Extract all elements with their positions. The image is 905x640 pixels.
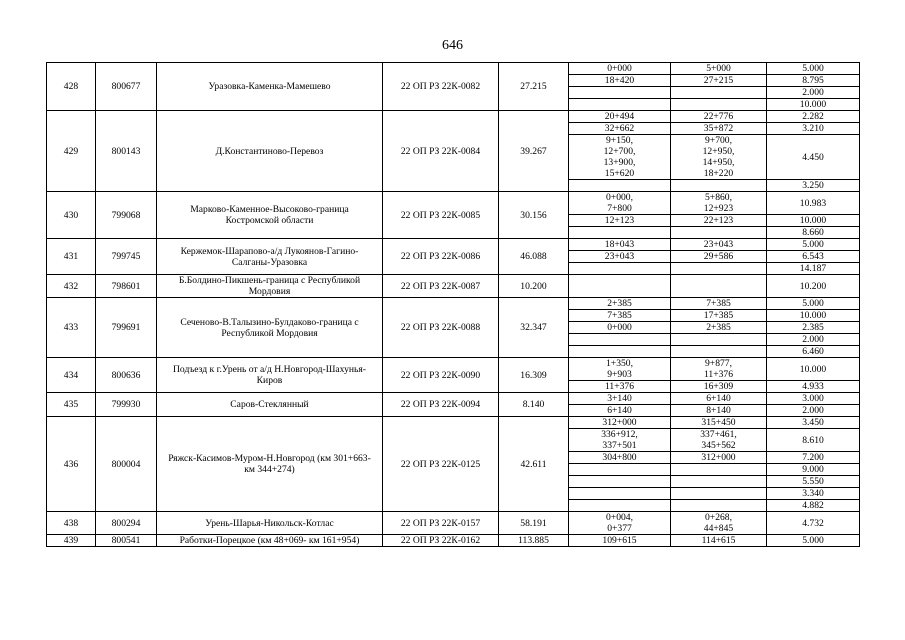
segment-end: 22+123 xyxy=(671,215,767,227)
segment-start xyxy=(569,500,671,512)
segment-value: 8.610 xyxy=(767,429,860,452)
road-code: 800294 xyxy=(96,512,157,535)
registration-number: 22 ОП РЗ 22К-0125 xyxy=(383,417,499,512)
segment-start: 0+004, 0+377 xyxy=(569,512,671,535)
segment-value: 9.000 xyxy=(767,464,860,476)
road-code: 799745 xyxy=(96,239,157,275)
segment-end xyxy=(671,263,767,275)
segment-value: 4.450 xyxy=(767,135,860,180)
road-code: 800143 xyxy=(96,111,157,192)
segment-end: 337+461, 345+562 xyxy=(671,429,767,452)
segment-value: 2.000 xyxy=(767,87,860,99)
segment-start: 9+150, 12+700, 13+900, 15+620 xyxy=(569,135,671,180)
segment-end xyxy=(671,500,767,512)
segment-start: 7+385 xyxy=(569,310,671,322)
segment-value: 3.250 xyxy=(767,180,860,192)
segment-start xyxy=(569,275,671,298)
segment-value: 5.000 xyxy=(767,535,860,547)
table-row xyxy=(47,417,860,429)
segment-end xyxy=(671,227,767,239)
segment-end xyxy=(671,87,767,99)
road-length: 46.088 xyxy=(499,239,569,275)
road-code: 798601 xyxy=(96,275,157,298)
table-row xyxy=(47,111,860,123)
segment-end: 9+877, 11+376 xyxy=(671,358,767,381)
segment-end: 312+000 xyxy=(671,452,767,464)
segment-end: 22+776 xyxy=(671,111,767,123)
segment-value: 8.660 xyxy=(767,227,860,239)
registration-number: 22 ОП РЗ 22К-0085 xyxy=(383,192,499,239)
road-name: Б.Болдино-Пикшень-граница с Республикой Мордовия xyxy=(157,275,383,298)
registration-number: 22 ОП РЗ 22К-0090 xyxy=(383,358,499,393)
segment-value: 10.200 xyxy=(767,275,860,298)
segment-value: 2.282 xyxy=(767,111,860,123)
road-name: Марково-Каменное-Высоково-граница Костромской области xyxy=(157,192,383,239)
road-name: Саров-Стеклянный xyxy=(157,393,383,417)
road-length: 32.347 xyxy=(499,298,569,358)
segment-end: 29+586 xyxy=(671,251,767,263)
segment-start: 32+662 xyxy=(569,123,671,135)
table-row xyxy=(47,358,860,381)
segment-end: 27+215 xyxy=(671,75,767,87)
segment-start: 3+140 xyxy=(569,393,671,405)
segment-value: 5.550 xyxy=(767,476,860,488)
record-number: 435 xyxy=(47,393,96,417)
record-number: 433 xyxy=(47,298,96,358)
segment-start xyxy=(569,464,671,476)
registration-number: 22 ОП РЗ 22К-0082 xyxy=(383,63,499,111)
segment-end: 5+000 xyxy=(671,63,767,75)
table-row xyxy=(47,298,860,310)
segment-value: 6.460 xyxy=(767,346,860,358)
page-number: 646 xyxy=(442,38,463,53)
segment-start: 109+615 xyxy=(569,535,671,547)
segment-start: 0+000, 7+800 xyxy=(569,192,671,215)
segment-value: 3.210 xyxy=(767,123,860,135)
segment-end: 16+309 xyxy=(671,381,767,393)
segment-value: 2.000 xyxy=(767,334,860,346)
segment-value: 6.543 xyxy=(767,251,860,263)
segment-value: 5.000 xyxy=(767,239,860,251)
record-number: 430 xyxy=(47,192,96,239)
road-name: Кержемок-Шарапово-а/д Лукоянов-Гагино-Салганы-Уразовка xyxy=(157,239,383,275)
road-code: 799691 xyxy=(96,298,157,358)
segment-value: 10.000 xyxy=(767,310,860,322)
table-row xyxy=(47,393,860,405)
segment-value: 10.983 xyxy=(767,192,860,215)
record-number: 429 xyxy=(47,111,96,192)
road-length: 8.140 xyxy=(499,393,569,417)
segment-end: 6+140 xyxy=(671,393,767,405)
segment-value: 4.882 xyxy=(767,500,860,512)
road-name: Ряжск-Касимов-Муром-Н.Новгород (км 301+663-км 344+274) xyxy=(157,417,383,512)
road-length: 39.267 xyxy=(499,111,569,192)
road-name: Подъезд к г.Урень от а/д Н.Новгород-Шахунья-Киров xyxy=(157,358,383,393)
segment-value: 5.000 xyxy=(767,298,860,310)
segment-end xyxy=(671,99,767,111)
segment-start: 6+140 xyxy=(569,405,671,417)
segment-value: 4.732 xyxy=(767,512,860,535)
segment-end: 2+385 xyxy=(671,322,767,334)
segment-start: 12+123 xyxy=(569,215,671,227)
segment-start: 11+376 xyxy=(569,381,671,393)
record-number: 432 xyxy=(47,275,96,298)
table-row xyxy=(47,275,860,298)
segment-end xyxy=(671,464,767,476)
road-length: 58.191 xyxy=(499,512,569,535)
segment-start: 18+043 xyxy=(569,239,671,251)
segment-start xyxy=(569,227,671,239)
road-name: Урень-Шарья-Никольск-Котлас xyxy=(157,512,383,535)
segment-start: 23+043 xyxy=(569,251,671,263)
road-code: 800677 xyxy=(96,63,157,111)
record-number: 438 xyxy=(47,512,96,535)
segment-end: 114+615 xyxy=(671,535,767,547)
segment-value: 2.000 xyxy=(767,405,860,417)
segment-start: 0+000 xyxy=(569,322,671,334)
registration-number: 22 ОП РЗ 22К-0088 xyxy=(383,298,499,358)
road-code: 800636 xyxy=(96,358,157,393)
segment-end: 8+140 xyxy=(671,405,767,417)
segment-end: 23+043 xyxy=(671,239,767,251)
segment-start xyxy=(569,476,671,488)
road-length: 10.200 xyxy=(499,275,569,298)
segment-end: 0+268, 44+845 xyxy=(671,512,767,535)
segment-start: 20+494 xyxy=(569,111,671,123)
segment-start xyxy=(569,334,671,346)
road-name: Работки-Порецкое (км 48+069- км 161+954) xyxy=(157,535,383,547)
segment-value: 3.340 xyxy=(767,488,860,500)
segment-value: 8.795 xyxy=(767,75,860,87)
segment-end xyxy=(671,180,767,192)
segment-value: 2.385 xyxy=(767,322,860,334)
segment-value: 4.933 xyxy=(767,381,860,393)
road-length: 30.156 xyxy=(499,192,569,239)
roads-table xyxy=(46,62,860,547)
segment-end xyxy=(671,334,767,346)
segment-value: 7.200 xyxy=(767,452,860,464)
segment-value: 10.000 xyxy=(767,358,860,381)
segment-value: 10.000 xyxy=(767,99,860,111)
table-row xyxy=(47,535,860,547)
registration-number: 22 ОП РЗ 22К-0084 xyxy=(383,111,499,192)
segment-value: 14.187 xyxy=(767,263,860,275)
segment-start xyxy=(569,180,671,192)
registration-number: 22 ОП РЗ 22К-0157 xyxy=(383,512,499,535)
segment-start xyxy=(569,99,671,111)
segment-end xyxy=(671,488,767,500)
registration-number: 22 ОП РЗ 22К-0094 xyxy=(383,393,499,417)
road-length: 16.309 xyxy=(499,358,569,393)
segment-start: 18+420 xyxy=(569,75,671,87)
segment-end xyxy=(671,275,767,298)
registration-number: 22 ОП РЗ 22К-0087 xyxy=(383,275,499,298)
registration-number: 22 ОП РЗ 22К-0162 xyxy=(383,535,499,547)
segment-start: 304+800 xyxy=(569,452,671,464)
segment-value: 5.000 xyxy=(767,63,860,75)
segment-end: 17+385 xyxy=(671,310,767,322)
segment-start xyxy=(569,488,671,500)
table-row xyxy=(47,512,860,535)
road-name: Д.Константиново-Перевоз xyxy=(157,111,383,192)
table-row xyxy=(47,239,860,251)
segment-start: 0+000 xyxy=(569,63,671,75)
record-number: 431 xyxy=(47,239,96,275)
road-length: 27.215 xyxy=(499,63,569,111)
segment-start xyxy=(569,263,671,275)
record-number: 436 xyxy=(47,417,96,512)
segment-end: 315+450 xyxy=(671,417,767,429)
segment-end: 7+385 xyxy=(671,298,767,310)
segment-start: 1+350, 9+903 xyxy=(569,358,671,381)
table-row xyxy=(47,192,860,215)
segment-value: 10.000 xyxy=(767,215,860,227)
segment-start: 312+000 xyxy=(569,417,671,429)
segment-start xyxy=(569,346,671,358)
segment-start: 2+385 xyxy=(569,298,671,310)
segment-end: 5+860, 12+923 xyxy=(671,192,767,215)
segment-value: 3.450 xyxy=(767,417,860,429)
segment-end: 9+700, 12+950, 14+950, 18+220 xyxy=(671,135,767,180)
road-code: 800541 xyxy=(96,535,157,547)
registration-number: 22 ОП РЗ 22К-0086 xyxy=(383,239,499,275)
road-code: 800004 xyxy=(96,417,157,512)
road-length: 113.885 xyxy=(499,535,569,547)
road-code: 799930 xyxy=(96,393,157,417)
segment-value: 3.000 xyxy=(767,393,860,405)
segment-end xyxy=(671,346,767,358)
road-name: Сеченово-В.Талызино-Булдаково-граница с Республикой Мордовия xyxy=(157,298,383,358)
segment-start: 336+912, 337+501 xyxy=(569,429,671,452)
road-code: 799068 xyxy=(96,192,157,239)
road-name: Уразовка-Каменка-Мамешево xyxy=(157,63,383,111)
record-number: 439 xyxy=(47,535,96,547)
segment-start xyxy=(569,87,671,99)
road-length: 42.611 xyxy=(499,417,569,512)
record-number: 428 xyxy=(47,63,96,111)
segment-end xyxy=(671,476,767,488)
segment-end: 35+872 xyxy=(671,123,767,135)
record-number: 434 xyxy=(47,358,96,393)
table-row xyxy=(47,63,860,75)
